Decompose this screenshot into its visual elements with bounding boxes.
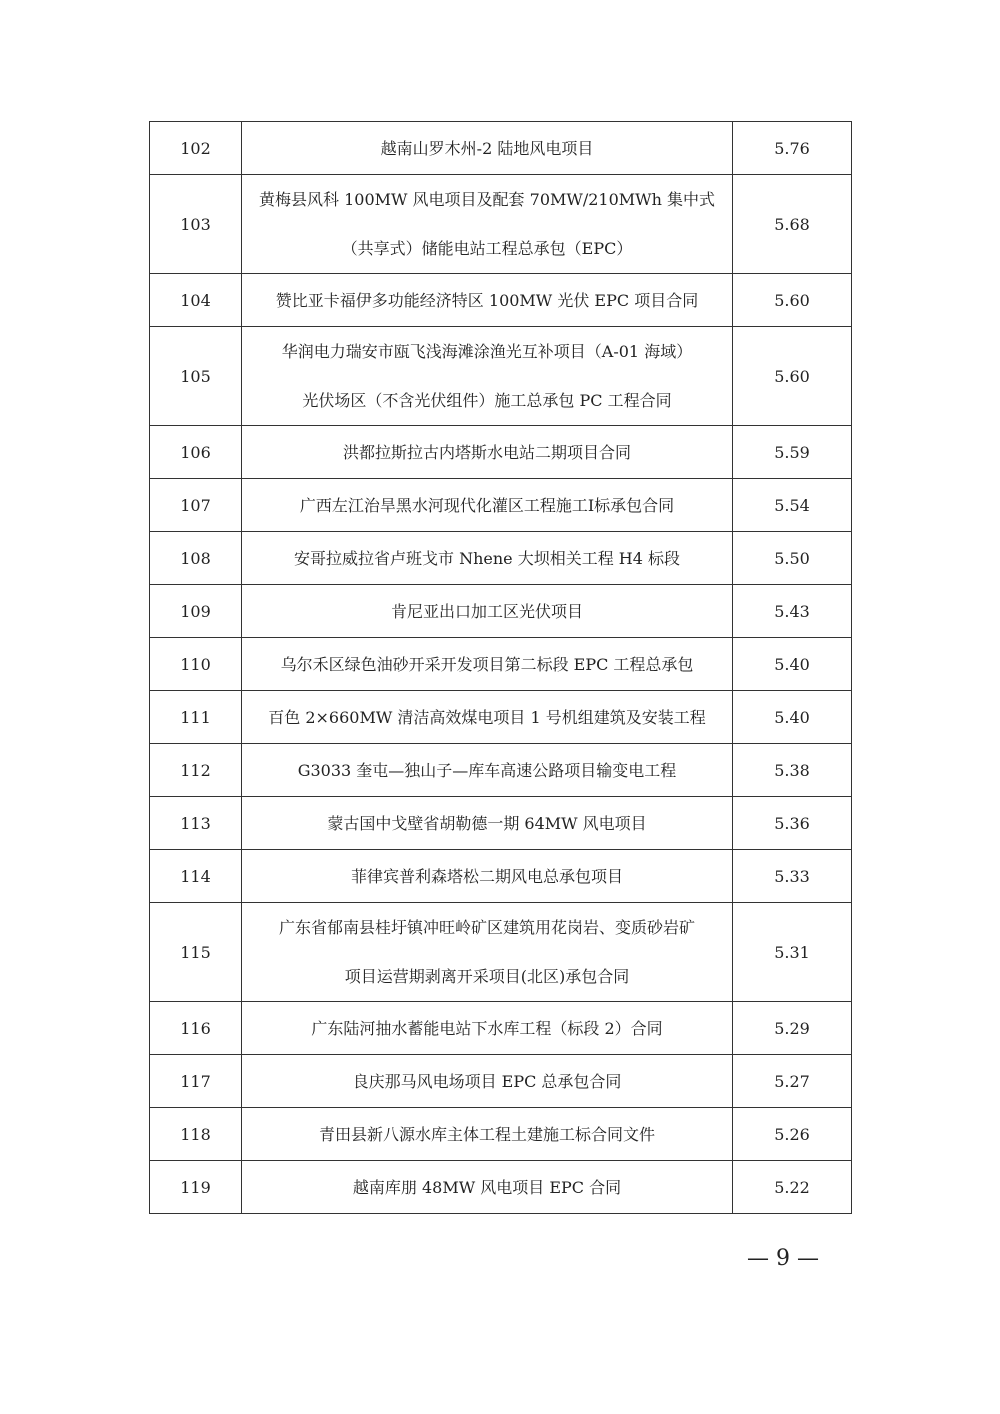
row-number: 110 xyxy=(150,638,242,691)
project-name-line: 百色 2×660MW 清洁高效煤电项目 1 号机组建筑及安装工程 xyxy=(268,707,706,727)
row-number: 106 xyxy=(150,426,242,479)
contract-value: 5.54 xyxy=(733,479,852,532)
contract-value: 5.40 xyxy=(733,638,852,691)
project-name-cell xyxy=(242,532,733,585)
project-name-line: 乌尔禾区绿色油砂开采开发项目第二标段 EPC 工程总承包 xyxy=(280,654,694,674)
contract-value: 5.60 xyxy=(733,327,852,426)
project-name-cell xyxy=(242,638,733,691)
project-name-cell xyxy=(242,1055,733,1108)
table-row xyxy=(150,532,852,585)
project-name-cell xyxy=(242,426,733,479)
row-number: 111 xyxy=(150,691,242,744)
contract-value: 5.29 xyxy=(733,1002,852,1055)
table-row xyxy=(150,122,852,175)
row-number: 118 xyxy=(150,1108,242,1161)
contract-value: 5.26 xyxy=(733,1108,852,1161)
table-row xyxy=(150,744,852,797)
table-row xyxy=(150,426,852,479)
row-number: 107 xyxy=(150,479,242,532)
project-name-line: 广东陆河抽水蓄能电站下水库工程（标段 2）合同 xyxy=(311,1018,663,1038)
project-name-cell xyxy=(242,175,733,274)
project-name-line: 广东省郁南县桂圩镇冲旺岭矿区建筑用花岗岩、变质砂岩矿 xyxy=(278,918,695,937)
contract-value: 5.40 xyxy=(733,691,852,744)
contract-value: 5.76 xyxy=(733,122,852,175)
table-row xyxy=(150,1002,852,1055)
project-name-line: 安哥拉威拉省卢班戈市 Nhene 大坝相关工程 H4 标段 xyxy=(293,548,681,568)
project-name-line: 良庆那马风电场项目 EPC 总承包合同 xyxy=(352,1071,622,1091)
row-number: 105 xyxy=(150,327,242,426)
table-row xyxy=(150,638,852,691)
project-name-line: 项目运营期剥离开采项目(北区)承包合同 xyxy=(344,967,630,986)
project-name-cell xyxy=(242,1002,733,1055)
project-name-cell xyxy=(242,797,733,850)
row-number: 103 xyxy=(150,175,242,274)
project-name-line: 越南山罗木州-2 陆地风电项目 xyxy=(380,138,594,158)
contract-value: 5.36 xyxy=(733,797,852,850)
table-row xyxy=(150,585,852,638)
table-row xyxy=(150,327,852,426)
table-row xyxy=(150,691,852,744)
project-name-line: 蒙古国中戈壁省胡勒德一期 64MW 风电项目 xyxy=(327,813,647,833)
project-name-cell xyxy=(242,850,733,903)
project-name-line: 广西左江治旱黑水河现代化灌区工程施工Ⅰ标承包合同 xyxy=(299,495,675,515)
table-row xyxy=(150,797,852,850)
project-name-cell xyxy=(242,274,733,327)
table-row xyxy=(150,903,852,1002)
project-name-line: 光伏场区（不含光伏组件）施工总承包 PC 工程合同 xyxy=(302,391,672,410)
page-number: — 9 — xyxy=(747,1246,819,1271)
contract-value: 5.22 xyxy=(733,1161,852,1214)
row-number: 102 xyxy=(150,122,242,175)
project-name-line: 赞比亚卡福伊多功能经济特区 100MW 光伏 EPC 项目合同 xyxy=(275,290,699,310)
table-row xyxy=(150,850,852,903)
row-number: 108 xyxy=(150,532,242,585)
project-name-cell xyxy=(242,327,733,426)
project-name-cell xyxy=(242,479,733,532)
contract-value: 5.68 xyxy=(733,175,852,274)
contract-value: 5.50 xyxy=(733,532,852,585)
row-number: 115 xyxy=(150,903,242,1002)
table-row xyxy=(150,274,852,327)
project-name-cell xyxy=(242,903,733,1002)
project-name-cell xyxy=(242,122,733,175)
contract-value: 5.38 xyxy=(733,744,852,797)
project-name-line: 洪都拉斯拉古内塔斯水电站二期项目合同 xyxy=(342,442,631,462)
project-name-line: 菲律宾普利森塔松二期风电总承包项目 xyxy=(350,866,623,886)
project-name-cell xyxy=(242,691,733,744)
project-name-cell xyxy=(242,744,733,797)
row-number: 117 xyxy=(150,1055,242,1108)
contract-value: 5.60 xyxy=(733,274,852,327)
project-name-line: 华润电力瑞安市瓯飞浅海滩涂渔光互补项目（A-01 海域） xyxy=(281,342,693,361)
row-number: 112 xyxy=(150,744,242,797)
table-row xyxy=(150,479,852,532)
project-name-line: 越南库朋 48MW 风电项目 EPC 合同 xyxy=(352,1177,622,1197)
contract-value: 5.33 xyxy=(733,850,852,903)
project-name-line: 青田县新八源水库主体工程土建施工标合同文件 xyxy=(318,1124,655,1144)
table-row xyxy=(150,1055,852,1108)
project-name-line: （共享式）储能电站工程总承包（EPC） xyxy=(341,239,633,258)
project-name-line: G3033 奎屯—独山子—库车高速公路项目输变电工程 xyxy=(297,760,677,780)
row-number: 114 xyxy=(150,850,242,903)
project-name-line: 黄梅县风科 100MW 风电项目及配套 70MW/210MWh 集中式 xyxy=(259,190,715,209)
project-name-line: 肯尼亚出口加工区光伏项目 xyxy=(390,601,583,621)
row-number: 113 xyxy=(150,797,242,850)
table-row xyxy=(150,1108,852,1161)
row-number: 119 xyxy=(150,1161,242,1214)
project-table xyxy=(149,121,852,1214)
row-number: 109 xyxy=(150,585,242,638)
project-name-cell xyxy=(242,1108,733,1161)
contract-value: 5.27 xyxy=(733,1055,852,1108)
contract-value: 5.43 xyxy=(733,585,852,638)
table-row xyxy=(150,175,852,274)
table-row xyxy=(150,1161,852,1214)
project-name-cell xyxy=(242,585,733,638)
contract-value: 5.59 xyxy=(733,426,852,479)
project-name-cell xyxy=(242,1161,733,1214)
row-number: 116 xyxy=(150,1002,242,1055)
table-body xyxy=(150,122,852,1214)
contract-value: 5.31 xyxy=(733,903,852,1002)
row-number: 104 xyxy=(150,274,242,327)
